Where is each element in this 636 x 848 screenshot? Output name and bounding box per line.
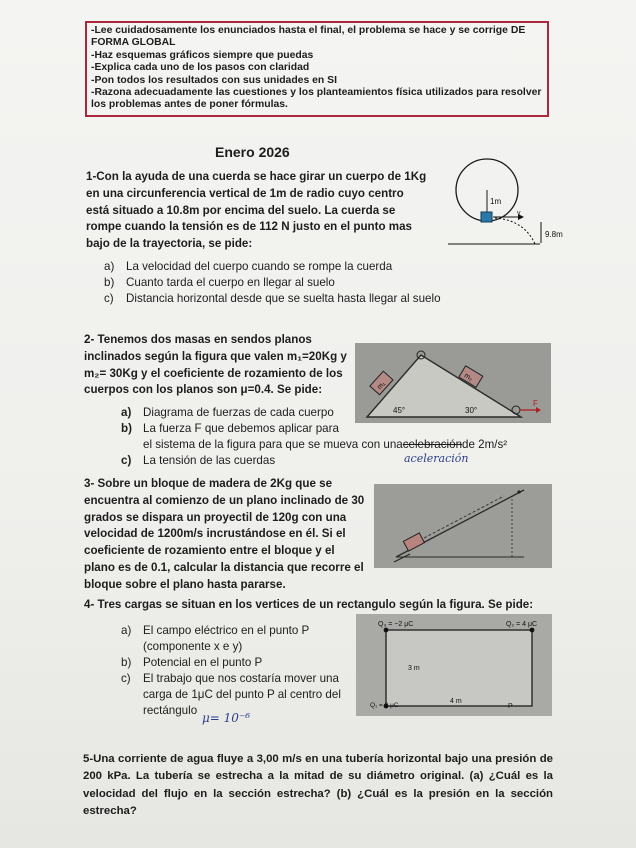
figure-background — [374, 484, 552, 568]
item-letter: b) — [104, 276, 115, 289]
item-text: La fuerza F que debemos aplicar para — [143, 422, 339, 435]
list-item — [121, 671, 341, 687]
side-length-label: 3 m — [408, 665, 420, 672]
angle-left-label: 45° — [393, 406, 406, 415]
item-letter: b) — [121, 656, 132, 669]
list-item — [121, 623, 341, 639]
item-text: (componente x e y) — [143, 640, 243, 653]
statement-line: grados se dispara un proyectil de 120g con una — [84, 510, 347, 524]
item-text: El campo eléctrico en el punto P — [143, 624, 310, 637]
item-text: La velocidad del cuerpo cuando se rompe la cuerda — [126, 260, 393, 273]
list-item-continuation — [121, 437, 507, 453]
item-letter: b) — [121, 422, 132, 435]
item-letter: c) — [121, 672, 131, 685]
item-letter: a) — [121, 406, 132, 419]
statement-line: m₂= 30Kg y el coeficiente de rozamiento de los — [84, 366, 343, 380]
statement-line: bajo de la trayectoria, se pide: — [86, 237, 253, 251]
item-text: Distancia horizontal desde que se suelta hasta llegar al suelo — [126, 292, 441, 305]
list-item-continuation — [121, 687, 341, 703]
charge-q3-dot — [384, 628, 389, 633]
instruction-line: -Razona adecuadamente las cuestiones y los planteamientos física utilizados para resolver — [91, 87, 542, 99]
item-letter: a) — [104, 260, 115, 273]
exam-title: Enero 2026 — [215, 144, 290, 160]
problem-2-statement — [84, 332, 347, 399]
item-text: carga de 1μC del punto P al centro del — [143, 688, 341, 701]
instruction-line: -Haz esquemas gráficos siempre que puedas — [91, 49, 314, 61]
item-text: El trabajo que nos costaría mover una — [143, 672, 339, 685]
charge-q2-label: Q₂ = 4 μC — [506, 621, 538, 628]
instruction-line: FORMA GLOBAL — [91, 37, 176, 49]
struck-word: celebración — [402, 438, 463, 451]
item-text: Potencial en el punto P — [143, 656, 263, 669]
list-item — [104, 259, 441, 275]
statement-line: en una circunferencia vertical de 1m de radio cuyo centro — [86, 186, 404, 200]
item-letter: a) — [121, 624, 132, 637]
list-item-continuation — [121, 639, 341, 655]
statement-line: 4- Tres cargas se situan en los vertices de un rectangulo según la figura. Se pide: — [84, 598, 534, 611]
list-item — [121, 421, 507, 437]
problem-4-items — [121, 623, 341, 719]
item-text: Cuanto tarda el cuerpo en llegar al suelo — [126, 276, 335, 289]
charge-q2-dot — [530, 628, 535, 633]
velocity-label: v — [517, 210, 521, 217]
problem-1-statement — [86, 169, 426, 253]
handwritten-note: μ= 10⁻⁶ — [202, 711, 251, 725]
item-text: La tensión de las cuerdas — [143, 454, 276, 467]
list-item — [104, 291, 441, 307]
mass-1-label: m₁ — [376, 380, 387, 392]
statement-line: 3- Sobre un bloque de madera de 2Kg que se — [84, 477, 333, 490]
instruction-line: -Pon todos los resultados con sus unidades en SI — [91, 74, 337, 86]
trajectory-path — [495, 218, 535, 244]
problem-3-statement — [84, 476, 364, 594]
handwritten-correction: aceleración — [404, 452, 469, 465]
point-p-label: P — [508, 703, 513, 710]
item-letter: c) — [121, 454, 132, 467]
problem-3-figure — [374, 484, 552, 568]
problem-1-items — [104, 259, 441, 307]
statement-line: 1-Con la ayuda de una cuerda se hace girar un cuerpo de 1Kg — [86, 170, 427, 183]
instruction-line: los problemas antes de poner fórmulas. — [91, 99, 288, 111]
charge-q3-label: Q₃ = −2 μC — [378, 621, 414, 628]
statement-line: está situado a 10.8m por encima del suelo. La cuerda se — [86, 203, 396, 217]
list-item — [121, 655, 341, 671]
instruction-line: -Lee cuidadosamente los enunciados hasta el final, el problema se hace y se corrige DE — [91, 25, 526, 36]
item-text: de 2m/s² — [462, 438, 508, 451]
item-text: el sistema de la figura para que se mueva con una — [143, 438, 403, 451]
charge-q1-label: Q₁ = 3 μC — [370, 702, 399, 709]
list-item — [104, 275, 441, 291]
statement-line: inclinados según la figura que valen m₁=20Kg y — [84, 349, 347, 363]
item-letter: c) — [104, 292, 114, 305]
statement-line: velocidad de 1200m/s incrustándose en él. Si el — [84, 527, 346, 541]
list-item — [121, 405, 507, 421]
statement-line: encuentra al comienzo de un plano inclinado de 30 — [84, 493, 365, 507]
item-text: rectángulo — [143, 704, 198, 717]
radius-label: 1m — [490, 197, 502, 206]
instruction-line: -Explica cada uno de los pasos con claridad — [91, 62, 310, 74]
instructions-box — [85, 21, 549, 117]
force-label: F — [533, 399, 538, 408]
endpoint-dot — [517, 490, 520, 493]
statement-line: 2- Tenemos dos masas en sendos planos — [84, 333, 312, 346]
mass-block — [481, 212, 492, 222]
statement-line: coeficiente de rozamiento entre el bloque y el — [84, 544, 335, 558]
statement-line: plano es de 0.1, calcular la distancia que recorre el — [84, 560, 364, 574]
mass-2-label: m₂ — [462, 372, 474, 383]
problem-5-statement: 5-Una corriente de agua fluye a 3,00 m/s en una tubería horizontal bajo una presión de 200 kPa. La tubería se estrecha a la mitad de su diámetro original. (a) ¿Cuál es la velocidad del flujo en la sección estrecha? (b) ¿Cuál es la presión en la sección estrecha? — [83, 753, 553, 818]
angle-right-label: 30° — [465, 406, 478, 415]
item-text: Diagrama de fuerzas de cada cuerpo — [143, 406, 334, 419]
problem-1-figure — [440, 152, 580, 252]
statement-line: bloque sobre el plano hasta pararse. — [84, 577, 286, 591]
base-length-label: 4 m — [450, 698, 462, 705]
statement-line: rompe cuando la tensión es de 112 N justo en el punto mas — [86, 220, 412, 234]
statement-line: cuerpos con los planos son μ=0.4. Se pide: — [84, 383, 323, 397]
problem-4-heading — [84, 597, 533, 614]
problem-4-figure — [356, 614, 552, 716]
height-label: 9.8m — [545, 230, 563, 239]
